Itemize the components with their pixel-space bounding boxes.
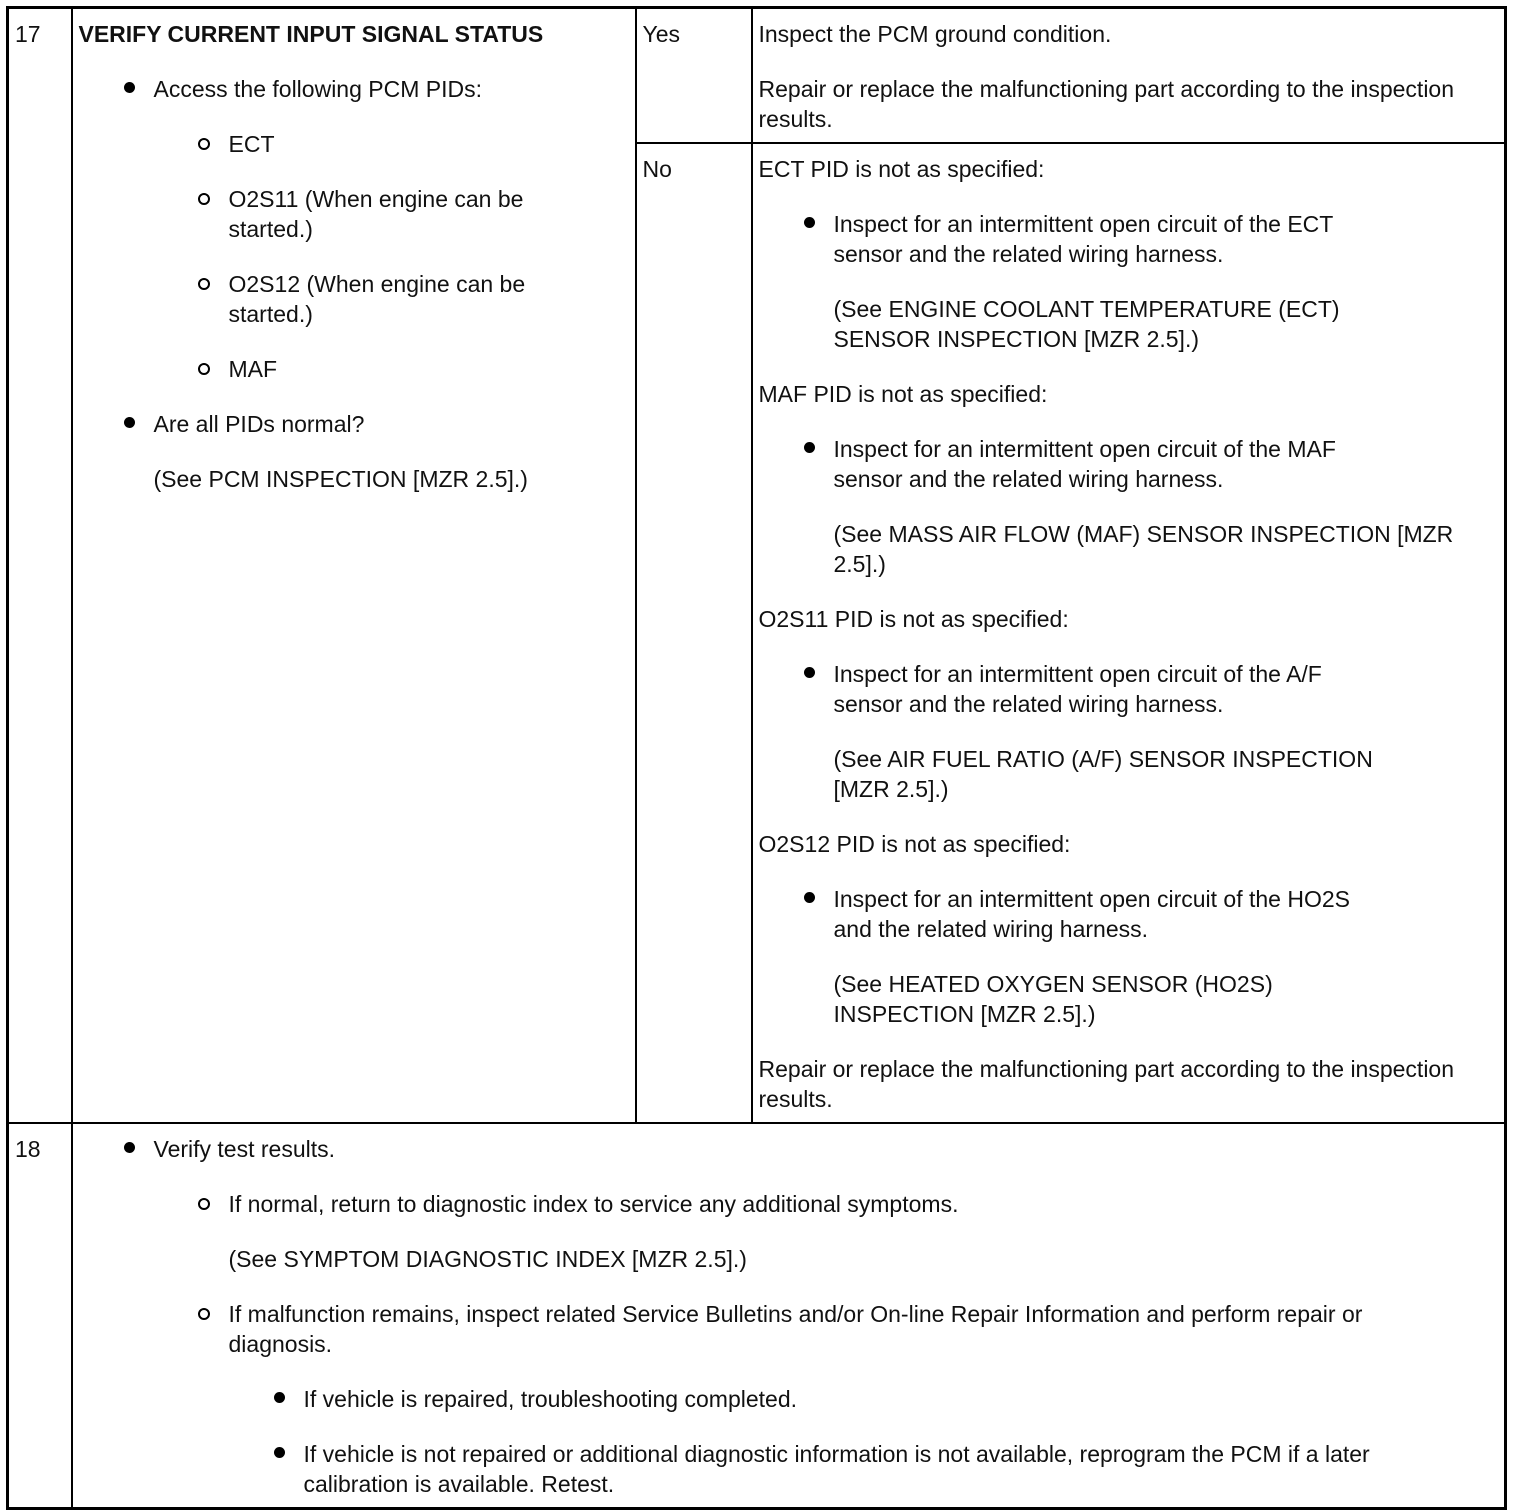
bullet-dot-icon bbox=[804, 892, 815, 903]
no-result-cell bbox=[752, 143, 1506, 1123]
o2s12-heading: O2S12 PID is not as specified: bbox=[758, 831, 1071, 857]
o2s12-bullet: Inspect for an intermittent open circuit of the HO2S and the related wiring harness. bbox=[759, 884, 1384, 944]
bullet-dot-icon bbox=[804, 442, 815, 453]
pcm-inspection-reference: (See PCM INSPECTION [MZR 2.5].) bbox=[153, 466, 528, 492]
step-18-action-cell bbox=[72, 1123, 1506, 1509]
o2s11-bullet: Inspect for an intermittent open circuit of the A/F sensor and the related wiring harness. bbox=[759, 659, 1384, 719]
bullet-circle-icon bbox=[198, 1198, 210, 1210]
symptom-index-reference: (See SYMPTOM DIAGNOSTIC INDEX [MZR 2.5].) bbox=[228, 1246, 747, 1272]
maf-reference: (See MASS AIR FLOW (MAF) SENSOR INSPECTION [MZR 2.5].) bbox=[833, 521, 1454, 577]
bullet-dot-icon bbox=[124, 82, 135, 93]
question-bullet: Are all PIDs normal? bbox=[79, 409, 629, 439]
step-17-yes-row bbox=[8, 8, 1506, 144]
normal-item: If normal, return to diagnostic index to service any additional symptoms. bbox=[79, 1189, 1499, 1219]
ect-bullet: Inspect for an intermittent open circuit of the ECT sensor and the related wiring harness. bbox=[759, 209, 1384, 269]
bullet-dot-icon bbox=[804, 217, 815, 228]
bullet-circle-icon bbox=[198, 1308, 210, 1320]
bullet-circle-icon bbox=[198, 193, 210, 205]
bullet-dot-icon bbox=[804, 667, 815, 678]
step-18-number: 18 bbox=[8, 1123, 72, 1509]
ect-reference: (See ENGINE COOLANT TEMPERATURE (ECT) SENSOR INSPECTION [MZR 2.5].) bbox=[833, 296, 1340, 352]
bullet-dot-icon bbox=[274, 1447, 285, 1458]
bullet-circle-icon bbox=[198, 278, 210, 290]
bullet-circle-icon bbox=[198, 138, 210, 150]
pid-item: O2S11 (When engine can be started.) bbox=[79, 184, 559, 244]
remains-item: If malfunction remains, inspect related Service Bulletins and/or On-line Repair Information and perform repair or diagnosis. bbox=[79, 1299, 1444, 1359]
step-17-number: 17 bbox=[8, 8, 72, 1124]
o2s12-reference: (See HEATED OXYGEN SENSOR (HO2S) INSPECTION [MZR 2.5].) bbox=[833, 971, 1273, 1027]
maf-bullet: Inspect for an intermittent open circuit of the MAF sensor and the related wiring harness. bbox=[759, 434, 1384, 494]
o2s11-heading: O2S11 PID is not as specified: bbox=[758, 606, 1069, 632]
no-footer: Repair or replace the malfunctioning part according to the inspection results. bbox=[758, 1056, 1455, 1112]
bullet-dot-icon bbox=[124, 1142, 135, 1153]
maf-heading: MAF PID is not as specified: bbox=[758, 381, 1048, 407]
yes-result-line: Repair or replace the malfunctioning part according to the inspection results. bbox=[758, 76, 1455, 132]
o2s11-reference: (See AIR FUEL RATIO (A/F) SENSOR INSPECTION [MZR 2.5].) bbox=[833, 746, 1373, 802]
ect-heading: ECT PID is not as specified: bbox=[758, 156, 1045, 182]
pid-item: MAF bbox=[79, 354, 559, 384]
yes-result-cell bbox=[752, 8, 1506, 144]
yes-result-line: Inspect the PCM ground condition. bbox=[758, 21, 1112, 47]
access-pids-bullet: Access the following PCM PIDs: bbox=[79, 74, 629, 104]
repaired-item: If vehicle is repaired, troubleshooting completed. bbox=[79, 1384, 1499, 1414]
step-18-row bbox=[8, 1123, 1506, 1509]
bullet-dot-icon bbox=[274, 1392, 285, 1403]
verify-bullet: Verify test results. bbox=[79, 1134, 1499, 1164]
pid-item: O2S12 (When engine can be started.) bbox=[79, 269, 559, 329]
bullet-circle-icon bbox=[198, 363, 210, 375]
diagnostic-procedure-table bbox=[6, 6, 1507, 1510]
answer-no: No bbox=[636, 143, 752, 1123]
not-repaired-item: If vehicle is not repaired or additional diagnostic information is not available, reprogram the PCM if a later calibration is available. Retest. bbox=[79, 1439, 1434, 1499]
answer-yes: Yes bbox=[636, 8, 752, 144]
step-17-action-cell bbox=[72, 8, 636, 1124]
step-17-title: VERIFY CURRENT INPUT SIGNAL STATUS bbox=[78, 21, 544, 47]
bullet-dot-icon bbox=[124, 417, 135, 428]
pid-item: ECT bbox=[79, 129, 559, 159]
